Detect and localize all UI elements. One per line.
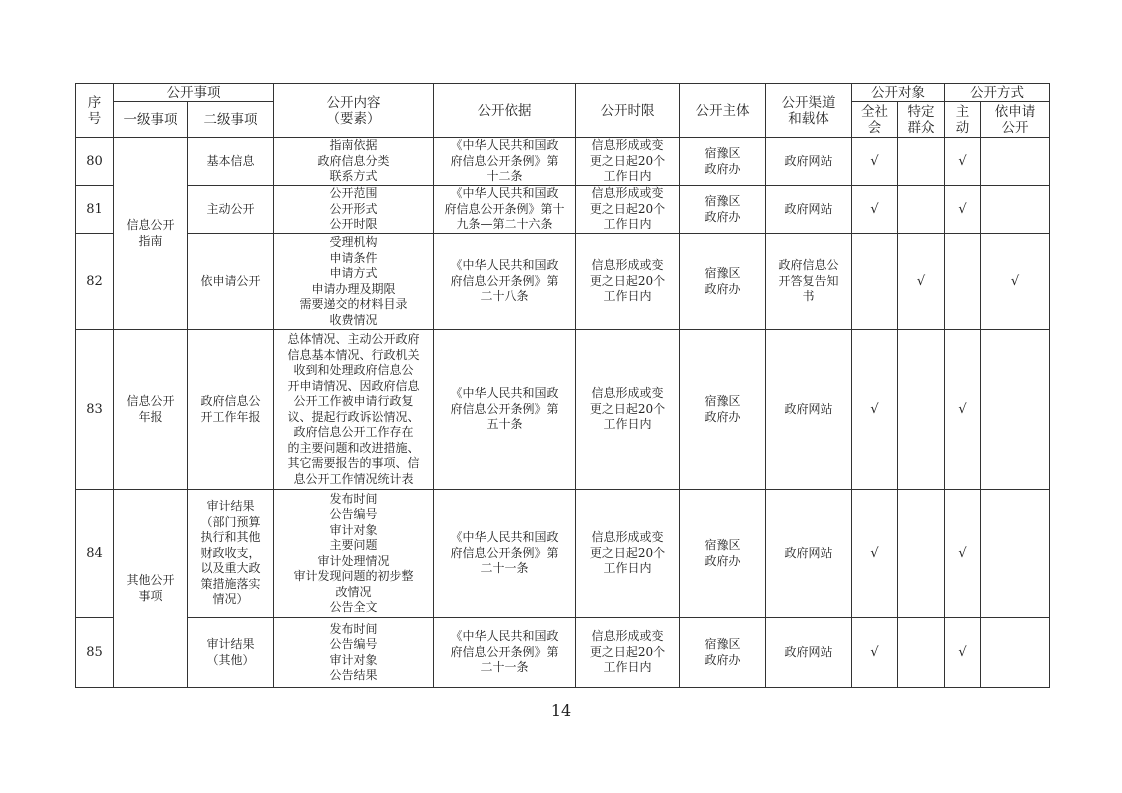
basis-cell: 《中华人民共和国政 府信息公开条例》第十 九条—第二十六条 xyxy=(434,186,576,234)
specific-group-check xyxy=(898,138,945,186)
all-society-check: √ xyxy=(852,490,898,618)
time-limit-cell: 信息形成或变 更之日起20个 工作日内 xyxy=(576,138,680,186)
row-number: 80 xyxy=(76,138,114,186)
time-limit-cell: 信息形成或变 更之日起20个 工作日内 xyxy=(576,618,680,688)
time-limit-cell: 信息形成或变 更之日起20个 工作日内 xyxy=(576,234,680,330)
content-cell: 发布时间 公告编号 审计对象 公告结果 xyxy=(274,618,434,688)
content-cell: 指南依据 政府信息分类 联系方式 xyxy=(274,138,434,186)
subject-cell: 宿豫区 政府办 xyxy=(680,186,766,234)
row-number: 84 xyxy=(76,490,114,618)
header-active: 主 动 xyxy=(945,102,981,138)
active-check: √ xyxy=(945,186,981,234)
level2-item: 主动公开 xyxy=(188,186,274,234)
row-number: 81 xyxy=(76,186,114,234)
table-row xyxy=(76,618,1050,688)
header-all-society: 全社 会 xyxy=(852,102,898,138)
header-basis: 公开依据 xyxy=(434,84,576,138)
specific-group-check xyxy=(898,490,945,618)
subject-cell: 宿豫区 政府办 xyxy=(680,618,766,688)
header-on-request: 依申请 公开 xyxy=(981,102,1050,138)
all-society-check: √ xyxy=(852,618,898,688)
on-request-check xyxy=(981,490,1050,618)
basis-cell: 《中华人民共和国政 府信息公开条例》第 二十八条 xyxy=(434,234,576,330)
subject-cell: 宿豫区 政府办 xyxy=(680,490,766,618)
time-limit-cell: 信息形成或变 更之日起20个 工作日内 xyxy=(576,490,680,618)
all-society-check xyxy=(852,234,898,330)
specific-group-check: √ xyxy=(898,234,945,330)
specific-group-check xyxy=(898,618,945,688)
basis-cell: 《中华人民共和国政 府信息公开条例》第 五十条 xyxy=(434,330,576,490)
level2-item: 基本信息 xyxy=(188,138,274,186)
header-time-limit: 公开时限 xyxy=(576,84,680,138)
header-level2: 二级事项 xyxy=(188,102,274,138)
subject-cell: 宿豫区 政府办 xyxy=(680,234,766,330)
content-cell: 总体情况、主动公开政府 信息基本情况、行政机关 收到和处理政府信息公 开申请情况、因政府信息 公开工作被申请行政复 议、提起行政诉讼情况、 政府信息公开工作存在 的主要问题和改进措施、 其它需要报告的事项、信 息公开工作情况统计表 xyxy=(274,330,434,490)
active-check: √ xyxy=(945,138,981,186)
active-check xyxy=(945,234,981,330)
level1-group: 其他公开 事项 xyxy=(114,490,188,688)
level2-item: 审计结果 （其他） xyxy=(188,618,274,688)
time-limit-cell: 信息形成或变 更之日起20个 工作日内 xyxy=(576,186,680,234)
header-target: 公开对象 xyxy=(852,84,945,102)
on-request-check: √ xyxy=(981,234,1050,330)
all-society-check: √ xyxy=(852,330,898,490)
channel-cell: 政府网站 xyxy=(766,618,852,688)
header-matter: 公开事项 xyxy=(114,84,274,102)
level2-item: 审计结果 （部门预算 执行和其他 财政收支， 以及重大政 策措施落实 情况） xyxy=(188,490,274,618)
subject-cell: 宿豫区 政府办 xyxy=(680,138,766,186)
basis-cell: 《中华人民共和国政 府信息公开条例》第 十二条 xyxy=(434,138,576,186)
specific-group-check xyxy=(898,330,945,490)
page-number: 14 xyxy=(550,701,572,720)
level2-item: 依申请公开 xyxy=(188,234,274,330)
header-level1: 一级事项 xyxy=(114,102,188,138)
subject-cell: 宿豫区 政府办 xyxy=(680,330,766,490)
content-cell: 受理机构 申请条件 申请方式 申请办理及期限 需要递交的材料目录 收费情况 xyxy=(274,234,434,330)
header-specific-group: 特定 群众 xyxy=(898,102,945,138)
table-row xyxy=(76,138,1050,186)
content-cell: 发布时间 公告编号 审计对象 主要问题 审计处理情况 审计发现问题的初步整 改情况 公告全文 xyxy=(274,490,434,618)
active-check: √ xyxy=(945,618,981,688)
level2-item: 政府信息公 开工作年报 xyxy=(188,330,274,490)
all-society-check: √ xyxy=(852,138,898,186)
content-cell: 公开范围 公开形式 公开时限 xyxy=(274,186,434,234)
channel-cell: 政府网站 xyxy=(766,186,852,234)
header-seq: 序 号 xyxy=(76,84,114,138)
row-number: 85 xyxy=(76,618,114,688)
level1-group: 信息公开 指南 xyxy=(114,138,188,330)
channel-cell: 政府信息公 开答复告知 书 xyxy=(766,234,852,330)
table-row xyxy=(76,490,1050,618)
table-row xyxy=(76,330,1050,490)
all-society-check: √ xyxy=(852,186,898,234)
table-row xyxy=(76,186,1050,234)
on-request-check xyxy=(981,186,1050,234)
header-channel: 公开渠道 和载体 xyxy=(766,84,852,138)
channel-cell: 政府网站 xyxy=(766,330,852,490)
on-request-check xyxy=(981,618,1050,688)
time-limit-cell: 信息形成或变 更之日起20个 工作日内 xyxy=(576,330,680,490)
table-row xyxy=(76,234,1050,330)
header-subject: 公开主体 xyxy=(680,84,766,138)
on-request-check xyxy=(981,330,1050,490)
disclosure-table xyxy=(75,83,1050,688)
header-content: 公开内容 （要素） xyxy=(274,84,434,138)
header-method: 公开方式 xyxy=(945,84,1050,102)
channel-cell: 政府网站 xyxy=(766,138,852,186)
basis-cell: 《中华人民共和国政 府信息公开条例》第 二十一条 xyxy=(434,618,576,688)
basis-cell: 《中华人民共和国政 府信息公开条例》第 二十一条 xyxy=(434,490,576,618)
active-check: √ xyxy=(945,490,981,618)
on-request-check xyxy=(981,138,1050,186)
level1-group: 信息公开 年报 xyxy=(114,330,188,490)
channel-cell: 政府网站 xyxy=(766,490,852,618)
specific-group-check xyxy=(898,186,945,234)
active-check: √ xyxy=(945,330,981,490)
row-number: 83 xyxy=(76,330,114,490)
row-number: 82 xyxy=(76,234,114,330)
